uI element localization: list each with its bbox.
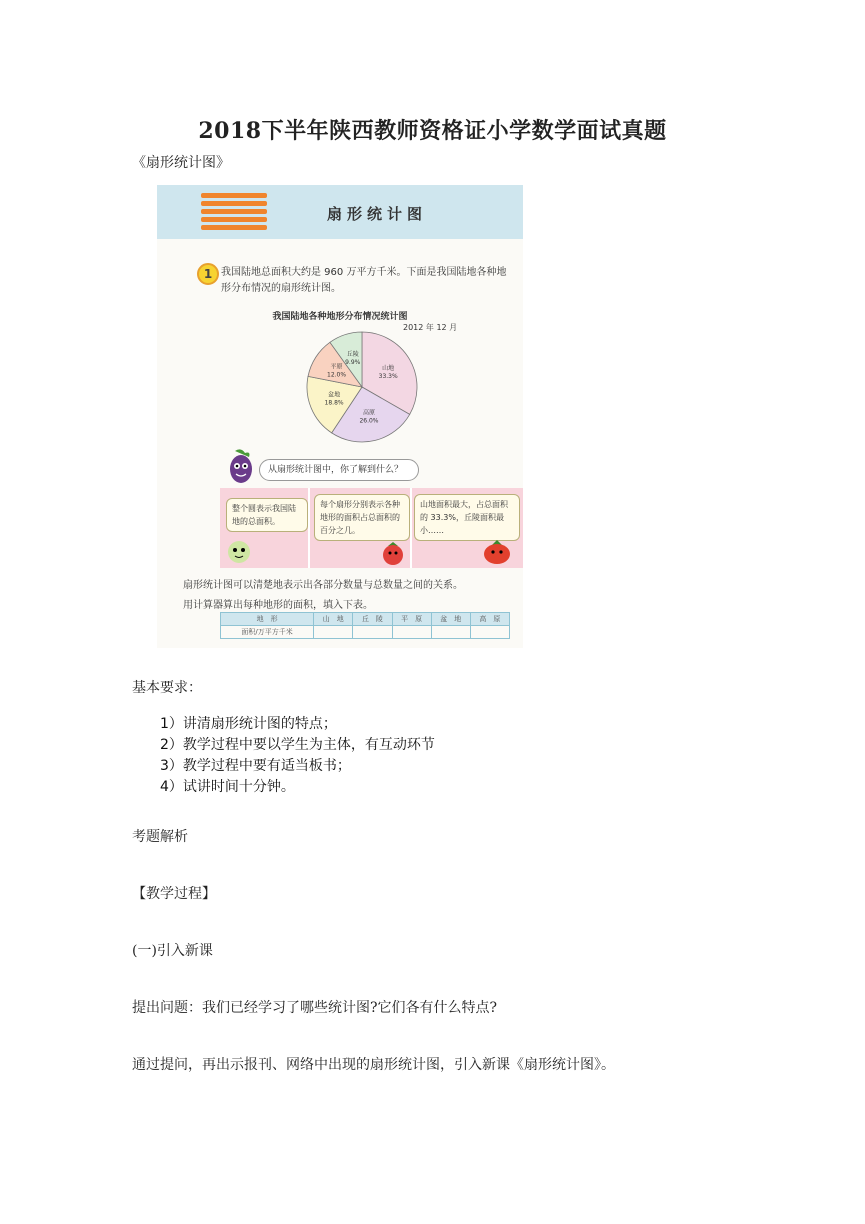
pie-label: 盆地 [328,391,341,399]
pie-label: 丘陵 [346,351,359,359]
process-heading: 【教学过程】 [132,886,216,902]
cabbage-mascot-icon [226,538,252,566]
table-cell [314,626,353,639]
table-header-cell: 盆 地 [431,613,470,626]
textbook-banner [157,185,523,239]
chart-title: 我国陆地各种地形分布情况统计图 [272,312,408,322]
strawberry-mascot-icon [380,540,406,566]
table-cell [431,626,470,639]
table-header-cell: 地 形 [221,613,314,626]
step1-heading: (一)引入新课 [132,943,213,959]
pie-value-label: 18.8% [324,399,344,407]
lesson-subtitle: 《扇形统计图》 [132,155,230,171]
list-item: 2）教学过程中要以学生为主体，有互动环节 [160,737,435,753]
tomato-mascot-icon [482,538,512,566]
list-item: 4）试讲时间十分钟。 [160,779,295,795]
textbook-note-1: 扇形统计图可以清楚地表示出各部分数量与总数量之间的关系。 [183,580,463,591]
eggplant-mascot-icon [225,447,257,487]
table-header-cell: 山 地 [314,613,353,626]
discussion-panel [220,488,523,568]
chart-date: 2012 年 12 月 [403,323,458,332]
table-cell [353,626,392,639]
list-item: 1）讲清扇形统计图的特点； [160,716,337,732]
banner-title: 扇形统计图 [327,205,428,223]
page-title: 2018下半年陕西教师资格证小学数学面试真题 [198,118,667,144]
table-cell [392,626,431,639]
bubble-2: 每个扇形分别表示各种地形的面积占总面积的百分之几。 [314,494,410,541]
bubble-1: 整个圆表示我国陆地的总面积。 [226,498,308,532]
pie-label: 山地 [382,364,395,372]
pie-value-label: 26.0% [359,417,379,425]
table-header-cell: 丘 陵 [353,613,392,626]
list-item: 3）教学过程中要有适当板书； [160,758,351,774]
question-number-badge: 1 [197,263,219,285]
paragraph-1: 提出问题：我们已经学习了哪些统计图?它们各有什么特点? [132,1000,498,1016]
table-cell [470,626,509,639]
pie-label: 高原 [362,409,375,417]
table-header-cell: 平 原 [392,613,431,626]
table-header-cell: 高 原 [470,613,509,626]
pie-label: 平原 [330,363,343,371]
question-text: 我国陆地总面积大约是 960 万平方千米。下面是我国陆地各种地形分布情况的扇形统计图。 [221,267,507,294]
pie-value-label: 33.3% [378,372,398,380]
speech-bubble: 从扇形统计图中，你了解到什么？ [259,459,419,481]
pie-chart [297,330,437,445]
bubble-3: 山地面积最大，占总面积的 33.3%，丘陵面积最小…… [414,494,520,541]
banner-stripes-icon [201,193,267,233]
requirements-list [160,714,435,798]
paragraph-2: 通过提问，再出示报刊、网络中出现的扇形统计图，引入新课《扇形统计图》。 [132,1057,615,1073]
basic-requirements-label: 基本要求： [132,680,202,696]
pie-value-label: 9.9% [345,359,361,367]
textbook-image [157,185,523,648]
pie-value-label: 12.0% [327,371,347,379]
area-table [220,612,510,639]
analysis-heading: 考题解析 [132,829,188,845]
textbook-note-2: 用计算器算出每种地形的面积，填入下表。 [183,600,373,611]
table-row-label: 面积/万平方千米 [221,626,314,639]
